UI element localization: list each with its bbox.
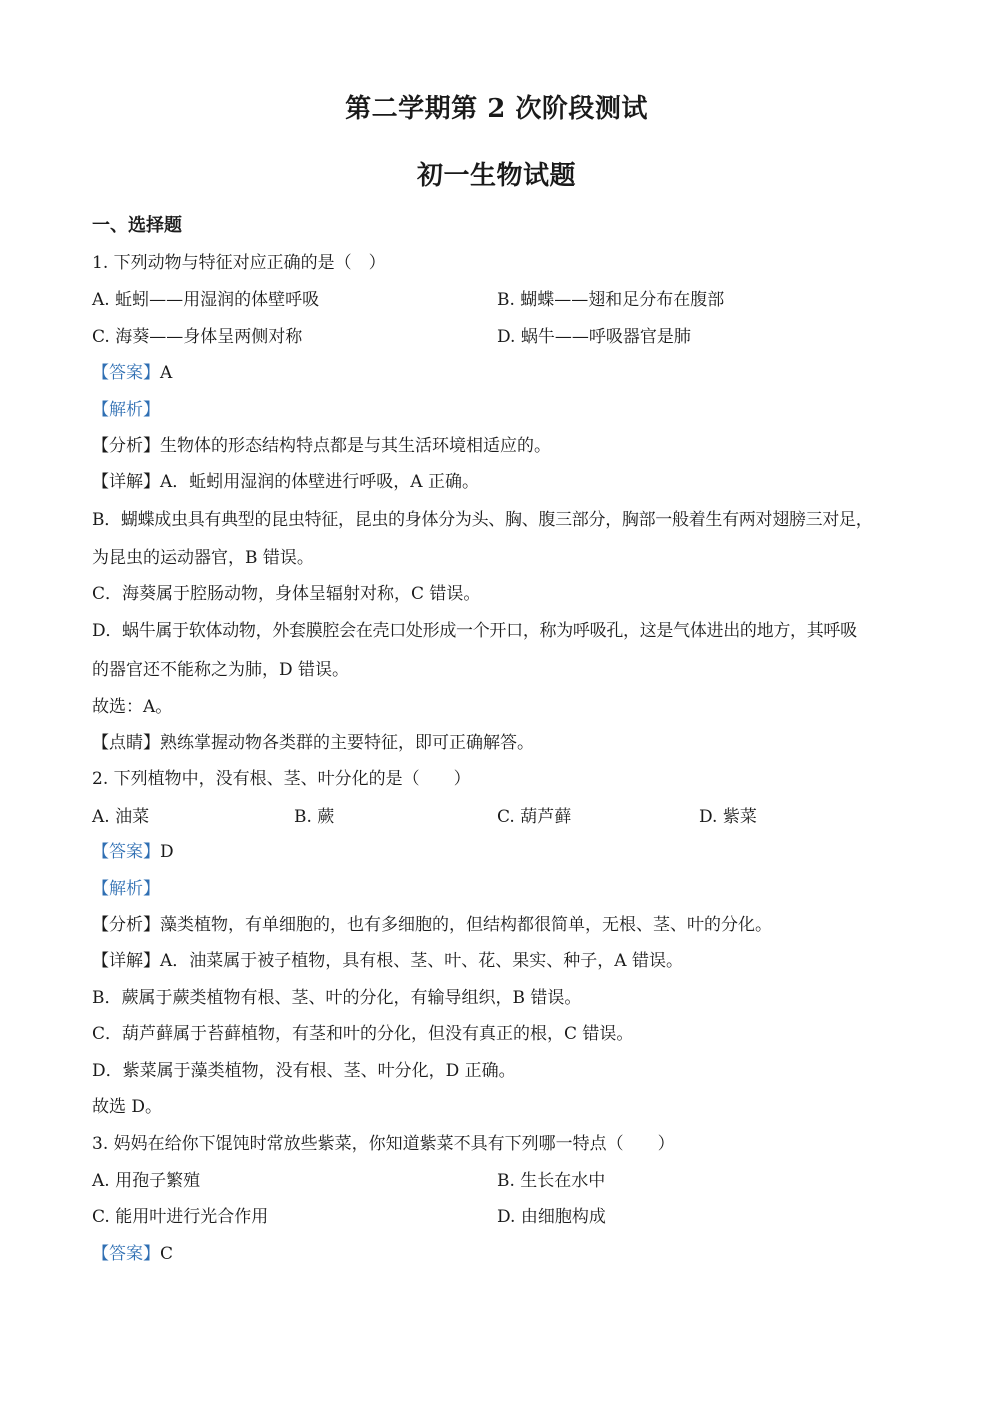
q2-option-a: A. 油菜 [92,807,150,827]
q2-answer [92,841,174,863]
answer-value: A [160,363,173,383]
fenxi-text: 藻类植物，有单细胞的，也有多细胞的，但结构都很简单，无根、茎、叶的分化。 [160,915,772,935]
q2-option-c: C. 葫芦藓 [497,807,572,827]
fenxi-text: 生物体的形态结构特点都是与其生活环境相适应的。 [160,436,551,456]
answer-value: D [160,842,174,862]
fenxi-tag: 【分析】 [92,436,160,456]
q2-fenxi [92,914,772,936]
q2-detail-c: C．葫芦藓属于苔藓植物，有茎和叶的分化，但没有真正的根，C 错误。 [92,1024,634,1044]
xiangjie-tag: 【详解】 [92,951,160,971]
q3-option-b: B. 生长在水中 [497,1171,606,1191]
q1-dianjing: 【点睛】熟练掌握动物各类群的主要特征，即可正确解答。 [92,733,534,753]
section-heading: 一、选择题 [92,215,182,236]
exam-title: 第二学期第 2 次阶段测试 [345,94,648,124]
q3-stem: 3. 妈妈在给你下馄饨时常放些紫菜，你知道紫菜不具有下列哪一特点（ ） [92,1134,675,1154]
answer-tag: 【答案】 [92,1244,160,1264]
q1-xiangjie [92,471,479,493]
answer-tag: 【答案】 [92,842,160,862]
q1-fenxi [92,435,551,457]
q2-option-d: D. 紫菜 [699,807,757,827]
q3-option-d: D. 由细胞构成 [497,1207,606,1227]
q3-option-c: C. 能用叶进行光合作用 [92,1207,269,1227]
xiangjie-tag: 【详解】 [92,472,160,492]
q2-detail-d: D．紫菜属于藻类植物，没有根、茎、叶分化，D 正确。 [92,1061,516,1081]
xiangjie-text: A．蚯蚓用湿润的体壁进行呼吸，A 正确。 [160,472,479,492]
q1-detail-b-line2: 为昆虫的运动器官，B 错误。 [92,548,314,568]
answer-tag: 【答案】 [92,363,160,383]
q1-option-b: B. 蝴蝶——翅和足分布在腹部 [497,290,725,310]
q1-option-d: D. 蜗牛——呼吸器官是肺 [497,327,691,347]
q1-option-c: C. 海葵——身体呈两侧对称 [92,327,303,347]
q1-detail-d-line1: D．蜗牛属于软体动物，外套膜腔会在壳口处形成一个开口，称为呼吸孔，这是气体进出的地方，其呼吸 [92,621,857,641]
q2-choose: 故选 D。 [92,1097,163,1117]
q2-stem: 2. 下列植物中，没有根、茎、叶分化的是（ ） [92,769,471,789]
q2-analysis-tag: 【解析】 [92,879,160,899]
q2-xiangjie [92,950,683,972]
q1-detail-b-line1: B．蝴蝶成虫具有典型的昆虫特征，昆虫的身体分为头、胸、腹三部分，胸部一般着生有两对翅膀三对足， [92,510,873,530]
answer-value: C [160,1244,174,1264]
q1-detail-c: C．海葵属于腔肠动物，身体呈辐射对称，C 错误。 [92,584,481,604]
q1-stem: 1. 下列动物与特征对应正确的是（ ） [92,253,386,273]
q1-analysis-tag: 【解析】 [92,400,160,420]
q1-option-a: A. 蚯蚓——用湿润的体壁呼吸 [92,290,320,310]
q2-detail-b: B．蕨属于蕨类植物有根、茎、叶的分化，有输导组织，B 错误。 [92,988,582,1008]
xiangjie-text: A．油菜属于被子植物，具有根、茎、叶、花、果实、种子，A 错误。 [160,951,683,971]
q3-option-a: A. 用孢子繁殖 [92,1171,201,1191]
q2-option-b: B. 蕨 [294,807,335,827]
q1-detail-d-line2: 的器官还不能称之为肺，D 错误。 [92,660,350,680]
q3-answer [92,1243,173,1265]
q1-answer [92,362,172,384]
fenxi-tag: 【分析】 [92,915,160,935]
q1-choose: 故选：A。 [92,697,173,717]
exam-subtitle: 初一生物试题 [416,161,576,191]
